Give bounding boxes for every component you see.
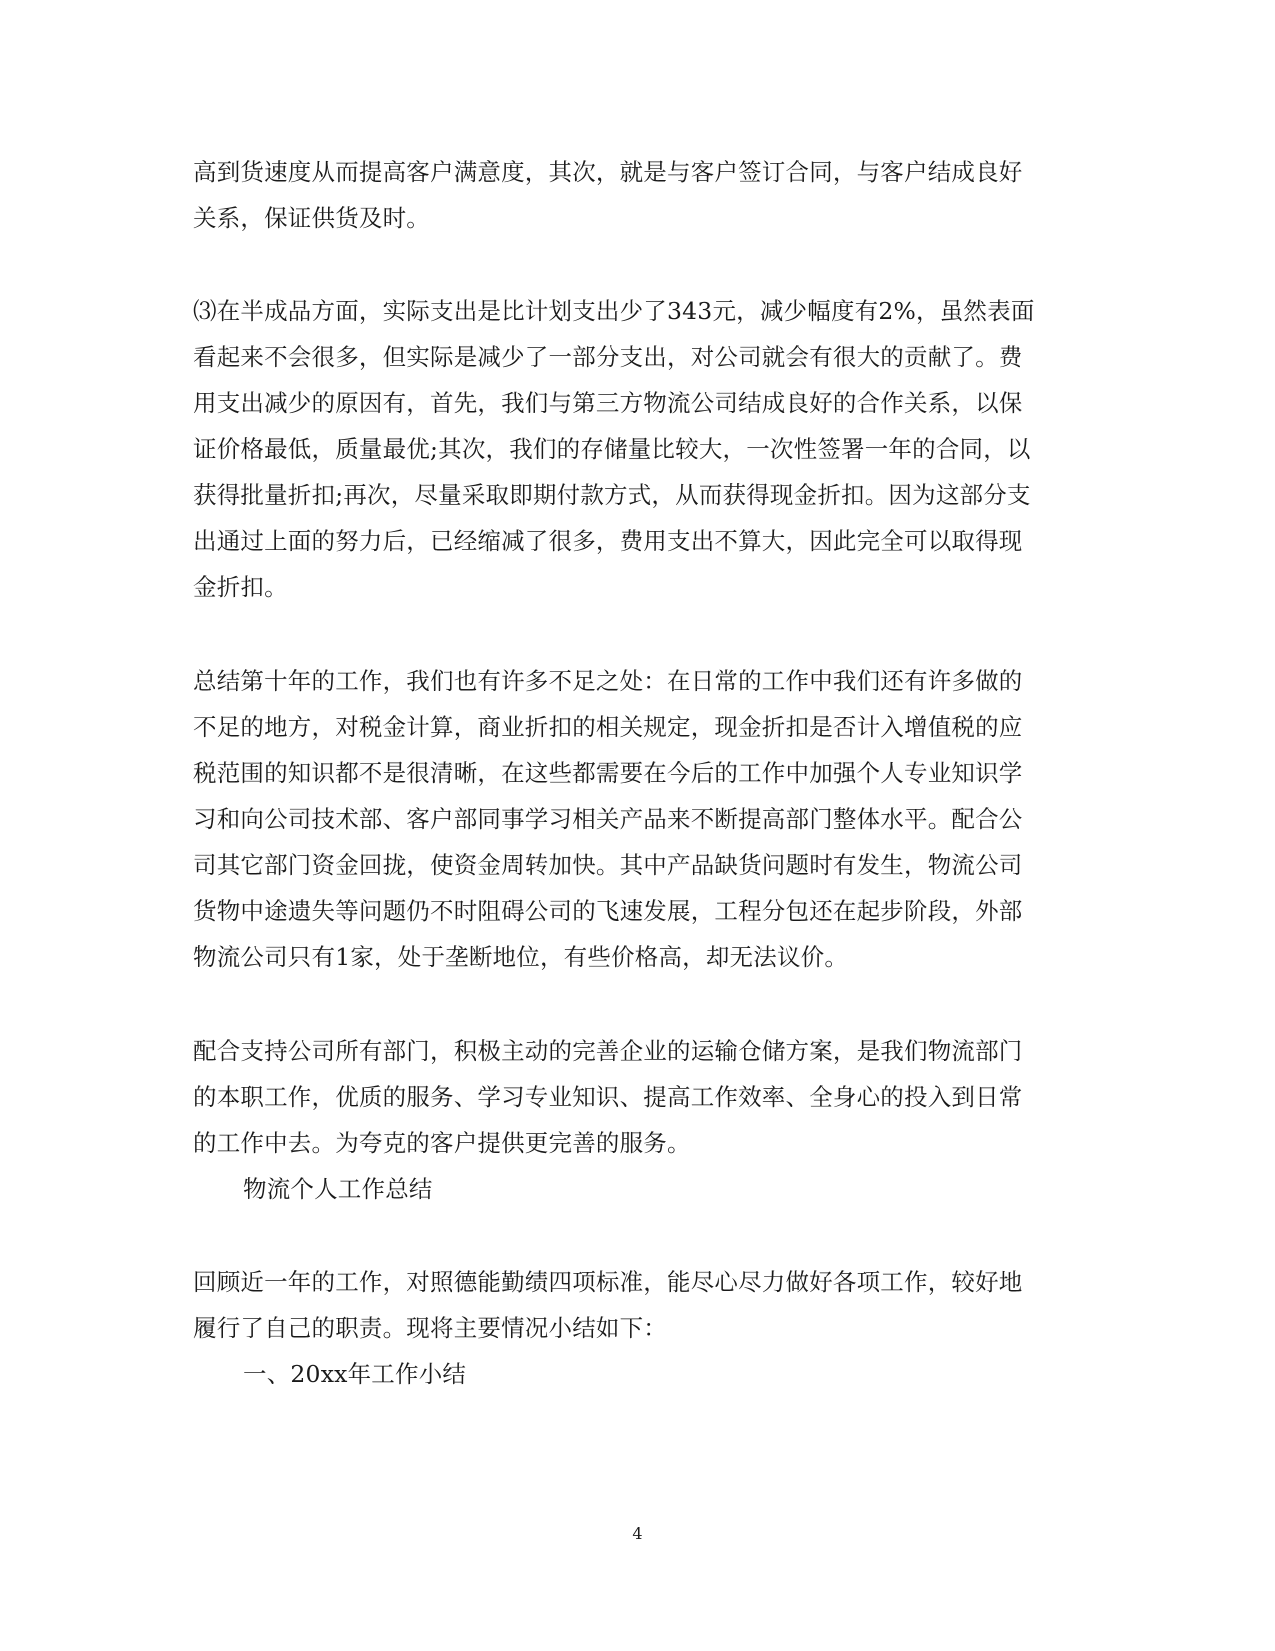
paragraph-4-line-1: 配合支持公司所有部门，积极主动的完善企业的运输仓储方案，是我们物流部门	[193, 1037, 1023, 1065]
paragraph-5-line-1: 回顾近一年的工作，对照德能勤绩四项标准，能尽心尽力做好各项工作，较好地	[193, 1268, 1023, 1296]
paragraph-3-line-7: 物流公司只有1家，处于垄断地位，有些价格高，却无法议价。	[193, 943, 849, 971]
paragraph-3-line-4: 习和向公司技术部、客户部同事学习相关产品来不断提高部门整体水平。配合公	[193, 805, 1023, 833]
paragraph-3-line-6: 货物中途遗失等问题仍不时阻碍公司的飞速发展，工程分包还在起步阶段，外部	[193, 897, 1023, 925]
subheading: 一、20xx年工作小结	[243, 1360, 467, 1388]
paragraph-3-line-2: 不足的地方，对税金计算，商业折扣的相关规定，现金折扣是否计入增值税的应	[193, 713, 1023, 741]
paragraph-2-line-4: 证价格最低，质量最优;其次，我们的存储量比较大，一次性签署一年的合同，以	[193, 435, 1031, 463]
paragraph-2-line-7: 金折扣。	[193, 573, 288, 601]
paragraph-2-line-2: 看起来不会很多，但实际是减少了一部分支出，对公司就会有很大的贡献了。费	[193, 343, 1023, 371]
paragraph-1-line-2: 关系，保证供货及时。	[193, 204, 430, 232]
paragraph-3-line-3: 税范围的知识都不是很清晰，在这些都需要在今后的工作中加强个人专业知识学	[193, 759, 1023, 787]
paragraph-4-line-2: 的本职工作，优质的服务、学习专业知识、提高工作效率、全身心的投入到日常	[193, 1083, 1023, 1111]
paragraph-2-line-6: 出通过上面的努力后，已经缩减了很多，费用支出不算大，因此完全可以取得现	[193, 527, 1023, 555]
paragraph-1-line-1: 高到货速度从而提高客户满意度，其次，就是与客户签订合同，与客户结成良好	[193, 158, 1023, 186]
paragraph-3-line-1: 总结第十年的工作，我们也有许多不足之处：在日常的工作中我们还有许多做的	[193, 667, 1023, 695]
paragraph-4-line-3: 的工作中去。为夸克的客户提供更完善的服务。	[193, 1129, 691, 1157]
section-title: 物流个人工作总结	[243, 1175, 433, 1203]
paragraph-2-line-5: 获得批量折扣;再次，尽量采取即期付款方式，从而获得现金折扣。因为这部分支	[193, 481, 1031, 509]
paragraph-2-line-3: 用支出减少的原因有，首先，我们与第三方物流公司结成良好的合作关系，以保	[193, 389, 1023, 417]
paragraph-5-line-2: 履行了自己的职责。现将主要情况小结如下：	[193, 1314, 667, 1342]
paragraph-3-line-5: 司其它部门资金回拢，使资金周转加快。其中产品缺货问题时有发生，物流公司	[193, 851, 1023, 879]
page-number: 4	[632, 1524, 643, 1543]
paragraph-2-line-1: ⑶在半成品方面，实际支出是比计划支出少了343元，减少幅度有2%，虽然表面	[193, 297, 1035, 325]
